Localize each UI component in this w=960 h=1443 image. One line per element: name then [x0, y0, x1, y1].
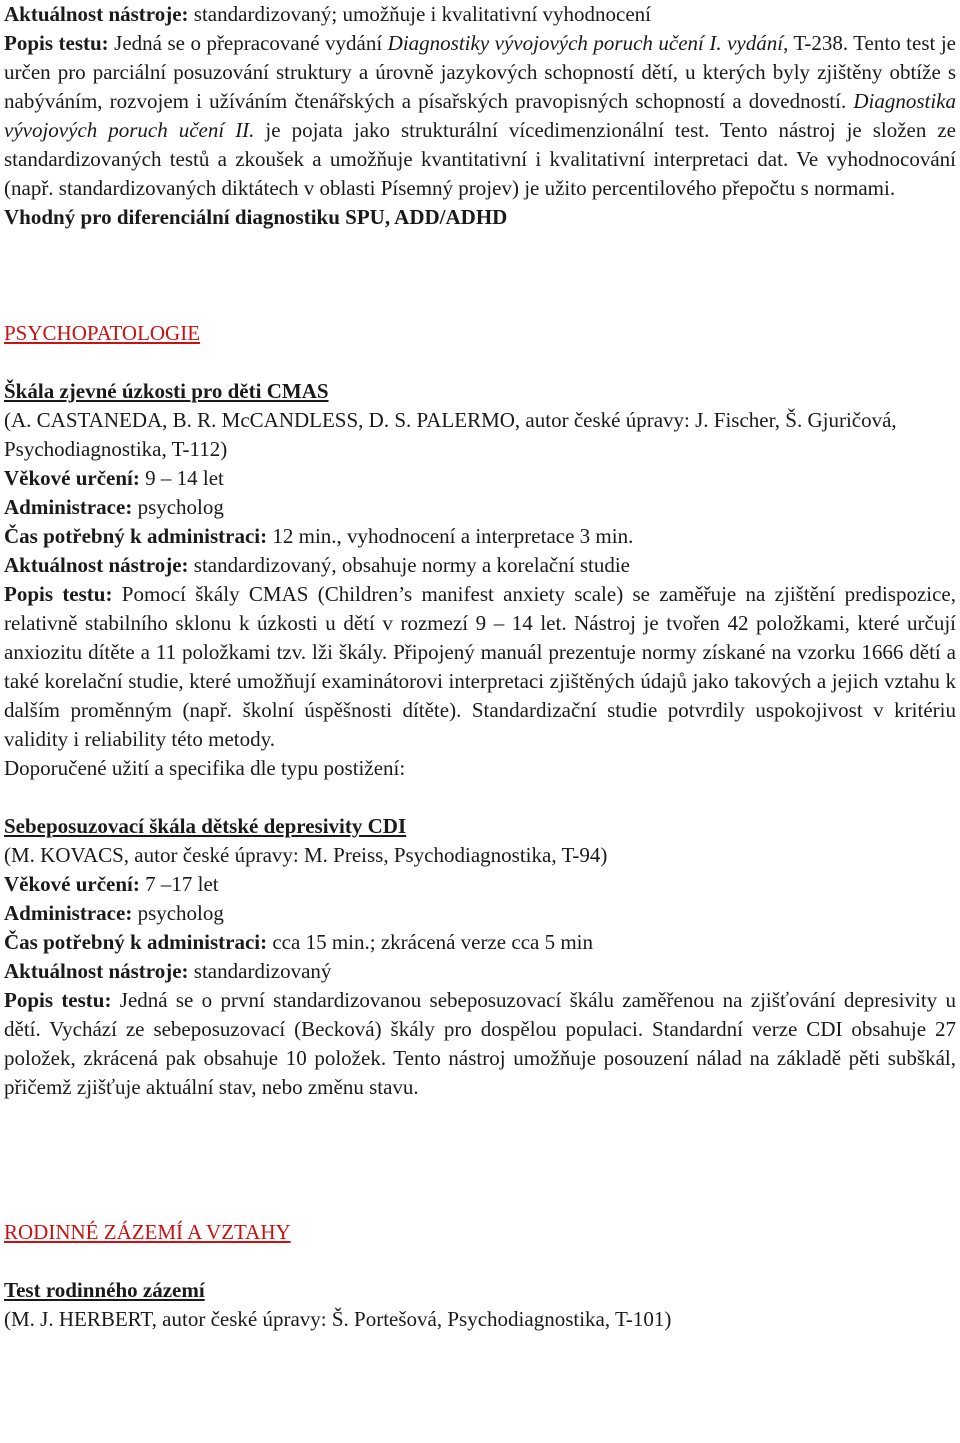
- popis-italic: Diagnostiky vývojových poruch učení I. vydání: [387, 31, 784, 55]
- spacer: [4, 783, 956, 812]
- field-label: Administrace:: [4, 901, 133, 925]
- field-label: Popis testu:: [4, 582, 113, 606]
- test-title-trz: [4, 1276, 956, 1305]
- test-authors-trz: (M. J. HERBERT, autor české úpravy: Š. Portešová, Psychodiagnostika, T-101): [4, 1307, 672, 1331]
- cas-line-cmas: [4, 522, 956, 551]
- field-value: standardizovaný: [188, 959, 332, 983]
- spacer: [4, 348, 956, 377]
- vek-line-cdi: [4, 870, 956, 899]
- section-title: PSYCHOPATOLOGIE: [4, 321, 201, 345]
- vhodny-line: [4, 203, 956, 232]
- field-label: Aktuálnost nástroje:: [4, 553, 189, 577]
- test-authors-cmas: (A. CASTANEDA, B. R. McCANDLESS, D. S. PALERMO, autor české úpravy: J. Fischer, Š. Gjuričová, Psychodiagnostika, T-112): [4, 408, 897, 461]
- field-value: 12 min., vyhodnocení a interpretace 3 min.: [267, 524, 634, 548]
- test-authors-cdi: (M. KOVACS, autor české úpravy: M. Preiss, Psychodiagnostika, T-94): [4, 843, 608, 867]
- aktualnost-line-cmas: [4, 551, 956, 580]
- popis-italic: Diagnostika vývojových poruch učení II.: [4, 89, 956, 142]
- popis-text: , T-238. Tento test je určen pro parciální posuzování struktury a úrovně jazykových schopností dětí, u kterých byly zjištěny obtíže s nabýváním, rozvojem i užíváním čtenářských a písařských pravopisných schopností a dovedností.: [4, 31, 956, 113]
- test-title: Test rodinného zázemí: [4, 1278, 205, 1302]
- aktualnost-line-cdi: [4, 957, 956, 986]
- section-title: RODINNÉ ZÁZEMÍ A VZTAHY: [4, 1220, 291, 1244]
- aktualnost-line-1: [4, 0, 956, 29]
- field-value: psycholog: [132, 495, 224, 519]
- cas-line-cdi: [4, 928, 956, 957]
- field-label: Popis testu:: [4, 31, 109, 55]
- field-label: Aktuálnost nástroje:: [4, 2, 189, 26]
- field-label: Věkové určení:: [4, 466, 140, 490]
- admin-line-cmas: [4, 493, 956, 522]
- popis-text: je pojata jako strukturální vícedimenzionální test. Tento nástroj je složen ze standardizovaných testů a zkoušek a umožňuje kvantitativní i kvalitativní interpretaci dat. Ve vyhodnocování (např. standardizovaných diktátech v oblasti Písemný projev) je užito percentilového přepočtu s normami.: [4, 118, 957, 200]
- vek-line-cmas: [4, 464, 956, 493]
- field-label: Čas potřebný k administraci:: [4, 930, 268, 954]
- spacer: [4, 232, 956, 319]
- field-value: Pomocí škály CMAS (Children’s manifest anxiety scale) se zaměřuje na zjištění predispozice, relativně stabilního sklonu k úzkosti u dětí v rozmezí 9 – 14 let. Nástroj je tvořen 42 položkami, které určují anxiozitu dítěte a 11 položkami tzv. lži škály. Připojený manuál prezentuje normy získané na vzorku 1666 dětí a také korelační studie, které umožňují examinátorovi interpretaci zjištěných údajů jako takových a jejich vztahu k dalším proměnným (např. školní úspěšnosti dítěte). Standardizační studie potvrdily uspokojivost v kritériu validity i reliability této metody.: [4, 582, 957, 751]
- test-title-cdi: [4, 812, 956, 841]
- field-label: Administrace:: [4, 495, 133, 519]
- test-title: Sebeposuzovací škála dětské depresivity CDI: [4, 814, 407, 838]
- popis-testu-cdi: [4, 986, 956, 1102]
- field-value: cca 15 min.; zkrácená verze cca 5 min: [267, 930, 594, 954]
- popis-testu-cmas: [4, 580, 956, 754]
- field-value: 9 – 14 let: [139, 466, 224, 490]
- doporucene-line-cmas: Doporučené užití a specifika dle typu postižení:: [4, 756, 406, 780]
- section-heading-rodinne-zazemi: [4, 1218, 956, 1247]
- vhodny-text: Vhodný pro diferenciální diagnostiku SPU, ADD/ADHD: [4, 205, 508, 229]
- field-value: standardizovaný, obsahuje normy a korelační studie: [188, 553, 630, 577]
- field-value: Jedná se o první standardizovanou sebeposuzovací škálu zaměřenou na zjišťování depresivity u dětí. Vychází ze sebeposuzovací (Becková) škály pro dospělou populaci. Standardní verze CDI obsahuje 27 položek, zkrácená pak obsahuje 10 položek. Tento nástroj umožňuje posouzení nálad na základě pěti subškál, přičemž zjišťuje aktuální stav, nebo změnu stavu.: [4, 988, 956, 1099]
- test-title: Škála zjevné úzkosti pro děti CMAS: [4, 379, 329, 403]
- field-value: 7 –17 let: [139, 872, 219, 896]
- field-value: psycholog: [132, 901, 224, 925]
- popis-testu-1: [4, 29, 956, 203]
- field-label: Popis testu:: [4, 988, 112, 1012]
- popis-text: Jedná se o přepracované vydání: [108, 31, 388, 55]
- section-heading-psychopatologie: [4, 319, 956, 348]
- admin-line-cdi: [4, 899, 956, 928]
- test-title-cmas: [4, 377, 956, 406]
- field-label: Aktuálnost nástroje:: [4, 959, 189, 983]
- field-label: Věkové určení:: [4, 872, 140, 896]
- spacer: [4, 1247, 956, 1276]
- spacer: [4, 1102, 956, 1218]
- field-value: standardizovaný; umožňuje i kvalitativní vyhodnocení: [188, 2, 652, 26]
- field-label: Čas potřebný k administraci:: [4, 524, 268, 548]
